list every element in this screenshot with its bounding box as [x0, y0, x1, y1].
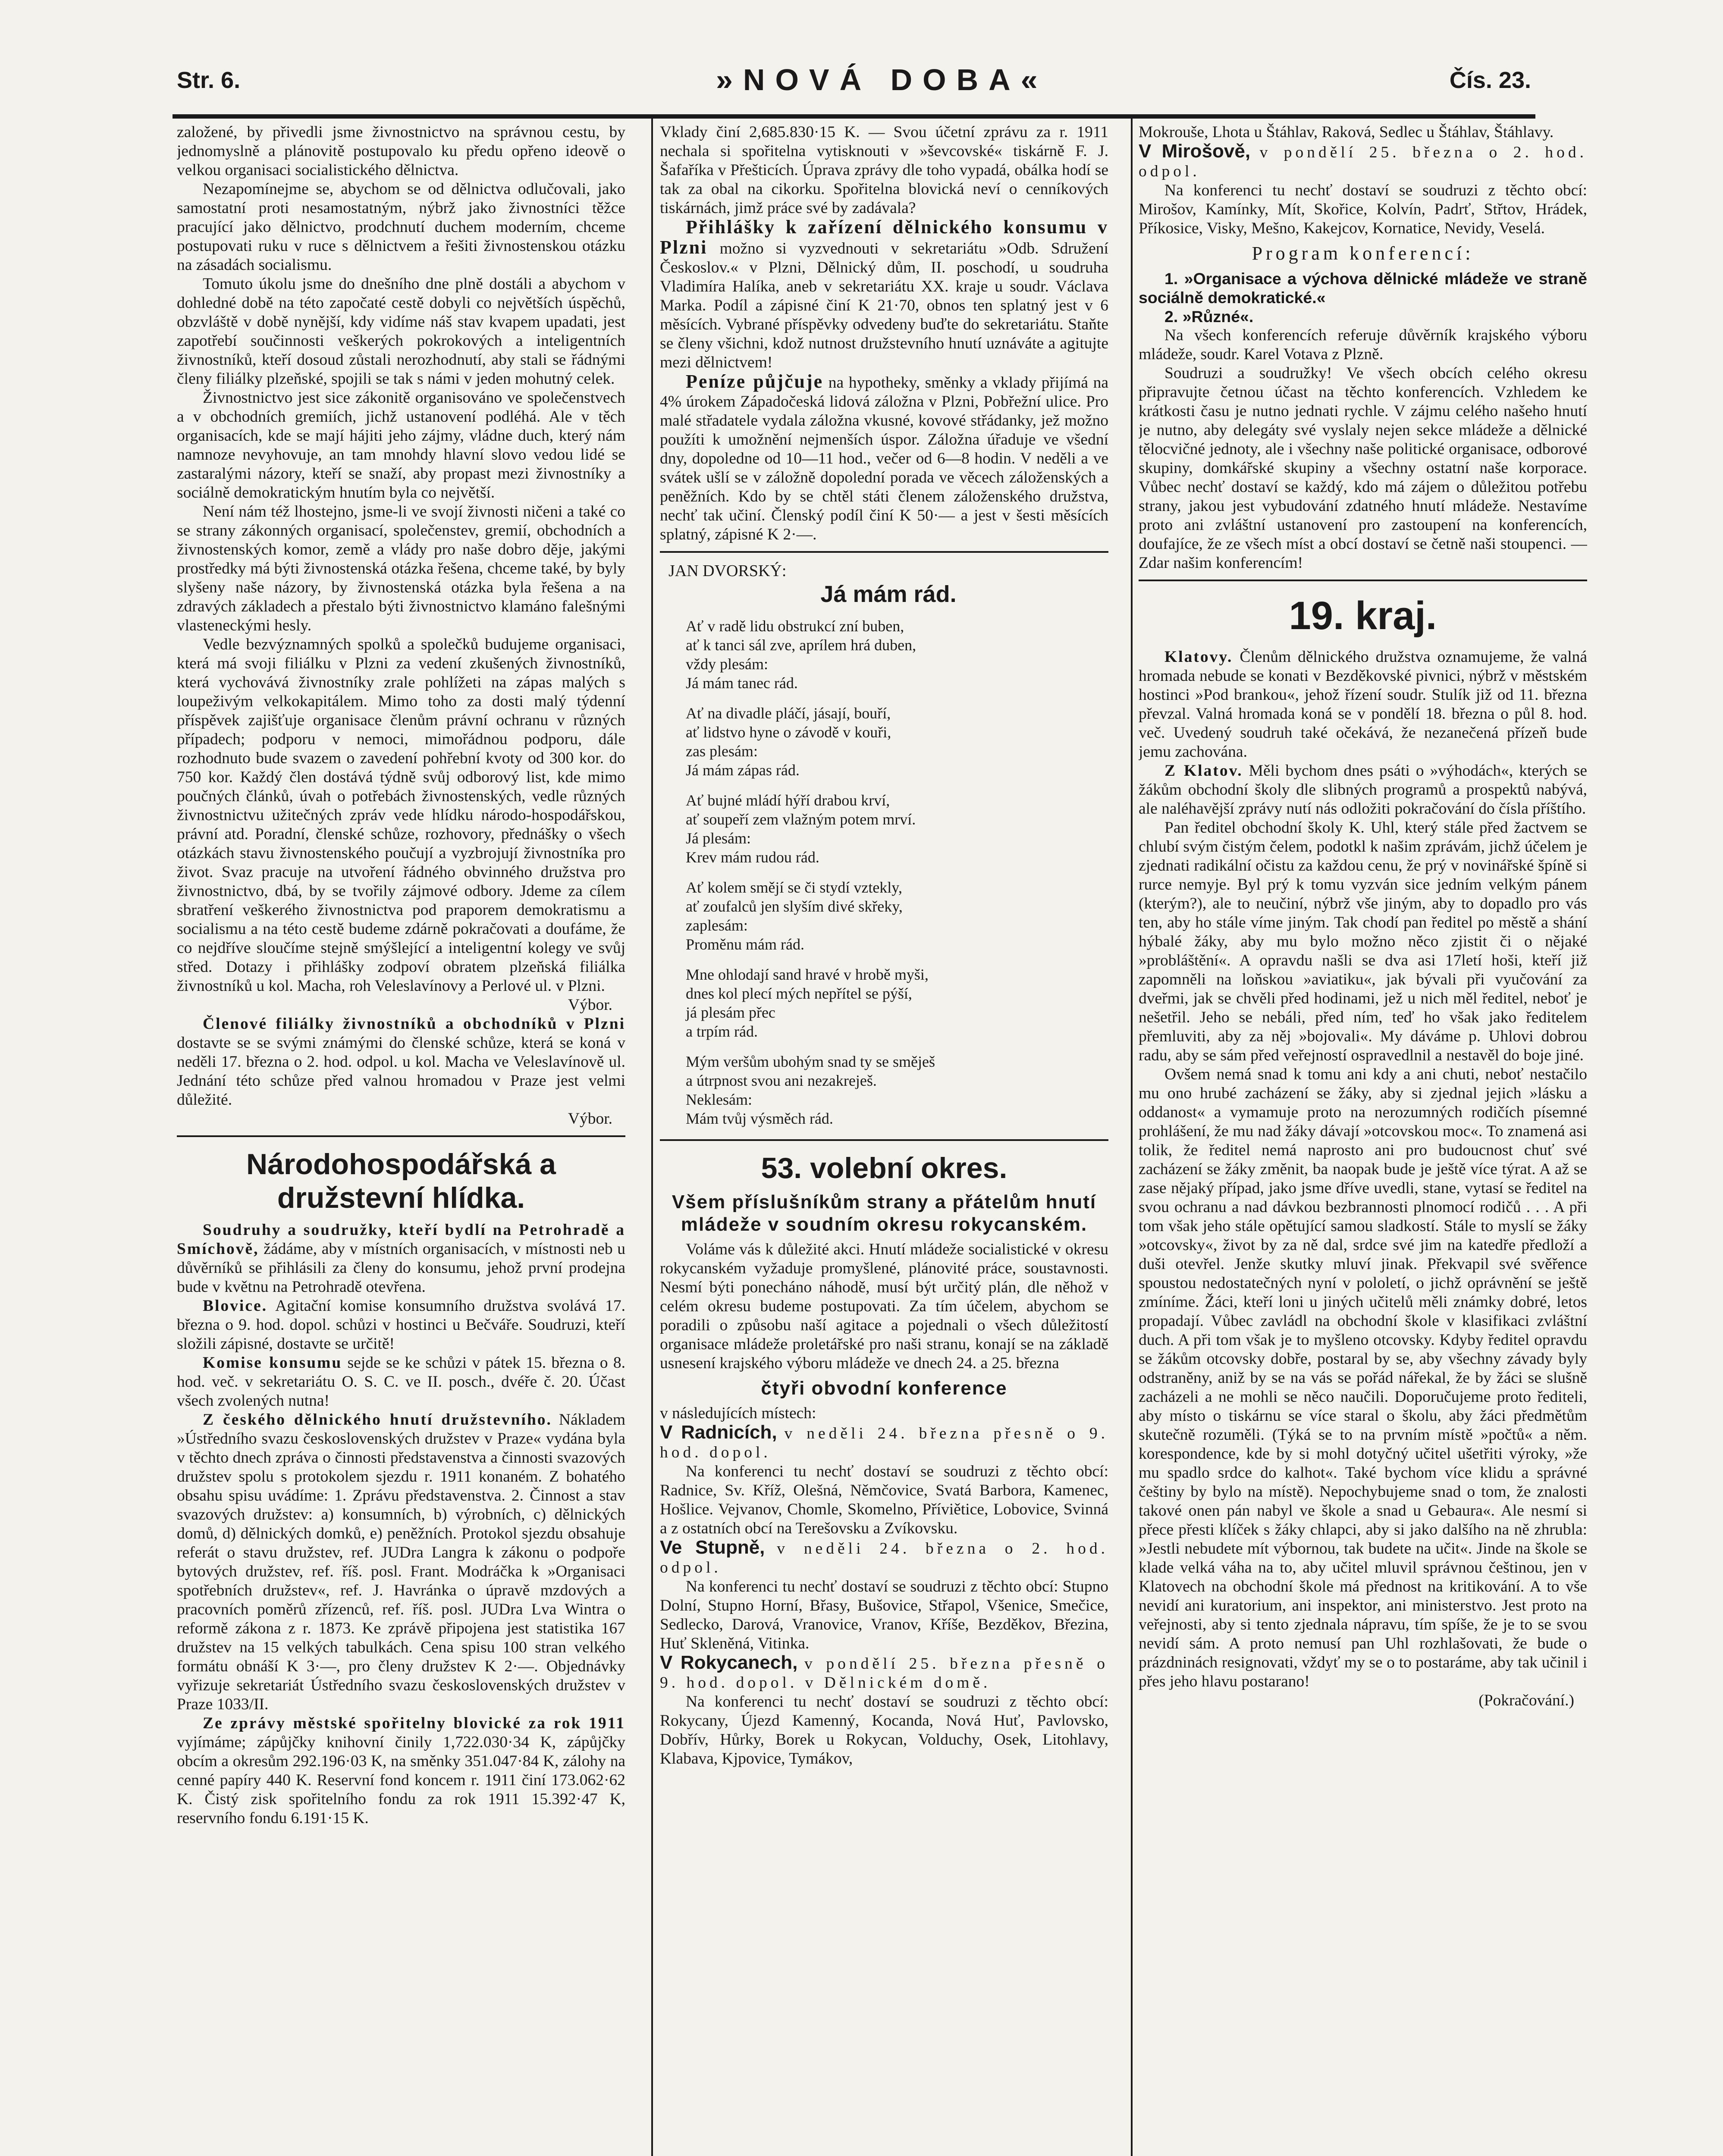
paragraph-text: Měli bychom dnes psáti o »výhodách«, kterých se žákům obchodní školy dle slibných programů a prospektů nabývá, ale naléhavější zprávy nutí nás odložiti pokračování do čísla příštího. [1139, 762, 1587, 818]
place-heading [1139, 142, 1587, 181]
place-name: V Radnicích, [660, 1422, 777, 1443]
col3-paragraph [1139, 761, 1587, 818]
col1-paragraph: Vedle bezvýznamných spolků a společků budujeme organisaci, která má svoji filiálku v Plzni za vedení zkušených živnostníků, která vychovává živnostníky zrale pohlížeti na zápas malých s loupeživým velkokapitálem. Mimo toho za dosti malý týdenní příspěvek zajišťuje organisace členům právní ochranu v různých případech; podporu v nemoci, mimořádnou podporu, dále rozhodnuto bude svazem o zavedení pohřební kvoty od 300 kor. do 750 kor. Každý člen dostává týdně svůj odborový list, kde mimo poučných článků, úvah o potřebách živnostenských, vedle různých živnostnictvu užitečných zpráv vede hlídku národo-hospodářskou, právní atd. Poradní, členské schůze, rozhovory, přednášky o všech otázkách stavu živnostenského poučují a vyzbrojují živnostníka pro život. Svaz pracuje na utvoření řádného obvinného družstva pro živnostnictvo, dbá, by se tvořily zájmové odbory. Jdeme za cílem sbratření veškerého živnostnictva pod praporem demokratismu a socialismu a na této cestě budeme zdárně pokračovati a doufáme, že co nejdříve sloučíme stejně smýšlející a inteligentní kolegy ve svůj střed. Dotazy i přihlášky zodpoví obratem plzeňská filiálka živnostníků u kol. Macha, roh Veleslavínovy a Perlové ul. v Plzni. [177, 636, 625, 995]
continuation-note: (Pokračování.) [1478, 1692, 1574, 1709]
paragraph-text: Agitační komise konsumního družstva svolává 17. března o 9. hod. dopol. schůzi v hostinci u Bečváře. Soudruzi, kteří složili zápisné, dostavte se určitě! [177, 1297, 625, 1353]
lead-in: Soudruhy a soudružky, kteří bydlí na Petrohradě a Smíchově, [177, 1221, 625, 1258]
header-rule [173, 114, 1535, 119]
conference-title: čtyři obvodní konference [761, 1378, 1007, 1399]
col1-paragraph [177, 1714, 625, 1828]
place-name: Ve Stupně, [660, 1537, 765, 1558]
place-date: v neděli 24. března o 2. hod. odpol. [660, 1540, 1108, 1576]
col2-paragraph: Voláme vás k důležité akci. Hnutí mládeže socialistické v okresu rokycanském vyžaduje promyšlené, plánovité práce, soustavnosti. Nesmí býti ponecháno náhodě, musí být určitý plán, dle něhož v celém okresu budeme postupovati. Za tím účelem, abychom se poradili o způsobu naší agitace a pojednali o všech důležitostí organisace mládeže proletářské pro naši stranu, konají se na základě usnesení krajského výboru mládeže ve dnech 24. a 25. března [660, 1241, 1108, 1372]
page-number: Str. 6. [177, 67, 241, 93]
column-2 [660, 123, 1108, 2156]
place-heading [660, 1653, 1108, 1692]
col3-paragraph: Ovšem nemá snad k tomu ani kdy a ani chuti, neboť nestačilo mu ono hrubé zacházení se žáky, aby si zjednal jejich »lásku a oddanost« a vymamuje proto na nerozumných rodičích písemné prohlášení, že mu nad žáky dávají »otcovskou moc«. To znamená asi tolik, že ředitel nemá naprosto ani pro budoucnost chuť své zacházení se žáky změnit, ba naopak bude je ještě více týrat. A až se zase nějaký případ, jako jsme dříve uvedli, stane, vytasí se ředitel na svou ochranu a nad dávkou bezbrannosti plnomocí rodičů . . . A při tom však jeho stále opětující samou sladkostí. Stále to myslí se žáky »otcovsky«, život by za ně dal, srdce své jim na katedře předloží a duši otevřel. Jenže skutky mluví jinak. Překvapil své svěřence spoustou nedostatečných nyní v pololetí, o jichž oprávnění se ještě zmíníme. Žáci, kteří loni u jiných učitelů měli známky dobré, letos propadají. Vůbec zavládl na obchodní škole v klasifikaci zvláštní duch. A při tom však je to myšleno otcovsky. Kdyby ředitel opravdu se žákům otcovsky dobře, postaral by se, aby všechny závady byly odstraněny, aniž by se na vás se pořád nářekal, že by žáci se slušně zacházeli a ne mohli se něco naučili. Doporučujeme proto řediteli, aby místo o tiskárnu se více staral o školu, aby žáci předmětům skutečně rozuměli. (Týká se to na prvním místě »počtů« a něm. korespondence, kde by si mohl dotyčný učitel ušetřiti výroky, »že mu spadlo srdce do kalhot«. Také bychom více klidu a správné češtiny by bylo na místě). Nepochybujeme snad o tom, že znalosti takové onen pán nabyl ve škole a snad u Gebaura«. Ale nesmí si přece přesti klíček s žáky chlapci, aby si jako dalšího na ně zhrubla: »Jestli nebudete mít výbornou, tak budete na učit«. Jinde na škole se klade velká váha na to, aby učitel mluvil správnou češtinou, jen v Klatovech na obchodní škole má přednost na kritikování. A to vše nevidí ani kuratorium, ani inspektor, ani ministerstvo. Jest proto na veřejnosti, aby si tento zjednala nápravu, tím spíše, že je to se svou nevidí sám. A proto nemusí pan Uhl rozhlašovati, že bude o prázdninách resignovati, vždyť my se o to postaráme, aby tak učinil i přes jeho hlavu postarano! [1139, 1065, 1587, 1690]
poem-stanza: Ať kolem smějí se či stydí vztekly, ať zoufalců jen slyším divé skřeky, zaplesám: Proměnu mám rád. [686, 879, 903, 953]
column-3 [1139, 123, 1587, 2156]
poem-author: JAN DVORSKÝ: [668, 562, 787, 580]
col1-paragraph [177, 1410, 625, 1714]
divider [177, 1135, 625, 1137]
program-title: Program konferencí: [1252, 243, 1474, 264]
col1-paragraph [177, 1354, 625, 1410]
paragraph-text: Členům dělnického družstva oznamujeme, že valná hromada nebude se konati v Bezděkovské pivnici, nýbrž v městském hostinci »Pod brankou«, jehož řízení soudr. Stulík již od 11. března převzal. Valná hromada koná se v pondělí 18. března o půl 8. hod. več. Uvedený soudruh také očekává, že nezanečená přízeň bude jemu zachována. [1139, 648, 1587, 761]
divider [660, 551, 1108, 553]
col2-paragraph: Na konferenci tu nechť dostaví se soudruzi z těchto obcí: Radnice, Sv. Kříž, Olešná, Němčovice, Svatá Barbora, Kamenec, Hošlice. Vejvanov, Chomle, Skomelno, Příviětice, Lobovice, Svinná a z ostatních obcí na Terešovsku a Zvíkovsku. [660, 1463, 1108, 1537]
section-title: 53. volební okres. [761, 1152, 1007, 1185]
poem [660, 561, 1108, 1128]
col1-paragraph [177, 1015, 625, 1109]
col2-paragraph: Na konferenci tu nechť dostaví se soudruzi z těchto obcí: Stupno Dolní, Stupno Horní, Břasy, Bušovice, Střapol, Všenice, Smečice, Sedlecko, Darová, Vranovice, Vranov, Kříše, Bezděkov, Březina, Huť Skleněná, Vitinka. [660, 1578, 1108, 1652]
section-subtitle: Všem příslušníkům strany a přátelům hnutí mládeže v soudním okresu rokycanském. [672, 1191, 1097, 1235]
lead-in: Peníze půjčuje [686, 371, 824, 392]
column-1 [177, 123, 625, 2156]
place-heading [660, 1423, 1108, 1462]
col2-paragraph: Na konferenci tu nechť dostaví se soudruzi z těchto obcí: Rokycany, Újezd Kamenný, Kocanda, Nová Huť, Pavlovsko, Dobřív, Hůrky, Borek u Rokycan, Volduchy, Osek, Litohlavy, Klabava, Kjpovice, Tymákov, [660, 1693, 1108, 1767]
col1-paragraph: založené, by přivedli jsme živnostnictvo na správnou cestu, by jednomyslně a plánovitě postupovalo ku předu opřeno ideově o velkou organisaci socialistického dělnictva. [177, 123, 625, 179]
lead-in: Přihlášky k zařízení dělnického konsumu v Plzni [660, 216, 1108, 258]
place-heading [660, 1538, 1108, 1577]
column-rule-2 [1131, 116, 1133, 2156]
col1-paragraph: Nezapomínejme se, abychom se od dělnictva odlučovali, jako samostatní proti nesamostatným, nýbrž jako živnostníci těžce pracující jako dělnictvo, prodchnutí duchem moderním, chceme postupovati ruku v ruce s dělnictvem a řešiti živnostenskou otázku na zásadách socialismu. [177, 180, 625, 274]
lead-in: Klatovy. [1164, 648, 1233, 666]
col2-paragraph: v následujících místech: [660, 1404, 816, 1422]
col2-paragraph: Vklady činí 2,685.830·15 K. — Svou účetní zprávu za r. 1911 nechala si spořitelna vytisknouti v »ševcovské« tiskárně F. J. Šafaříka v Přešticích. Úprava zprávy dle toho vypadá, obálka hodí se tak za obal na cikorku. Spořitelna blovická neví o cenníkových tiskárnách, jimž práce své by zadávala? [660, 123, 1108, 217]
paragraph-text: žádáme, aby v místních organisacích, v místnosti neb u důvěrníků se přihlásili za členy do konsumu, jehož první prodejna bude v květnu na Petrohradě otevřena. [177, 1240, 625, 1296]
col3-paragraph: Pan ředitel obchodní školy K. Uhl, který stále před žactvem se chlubí svým čistým čelem, podotkl k našim zprávám, jichž účelem je zjednati radikální očistu za každou cenu, že prý v novinářské špíně si rurce nemyje. Byl prý k tomu vyzván sice jedním velkým pánem (kterým?), ale to neučiní, nýbrž vše jiným, aby to dopadlo pro vás ten, aby ho stále víme jiným. Tak chodí pan ředitel po městě a shání hýbalé žáky, aby mu bylo možno něco zjistit či o nějaké »probláštění«. A opravdu našli se dva asi 17letí hoši, kteří již zapomněli na loňskou »aviatiku«, jak bývali při vyučování za dveřmi, jak se chvěli před hodinami, jež u nich měl ředitel, neboť je nešetřil. Jeho se nebáli, před ním, teď ho však jako ředitelem přemluviti, aby za něj »bojovali«. My dáváme p. Uhlovi dobrou radu, aby se sám před veřejností ospravedlnil a nestavěl do boje jiné. [1139, 819, 1587, 1064]
place-date: v neděli 24. března přesně o 9. hod. dopol. [660, 1425, 1108, 1461]
col3-paragraph: Mokrouše, Lhota u Štáhlav, Raková, Sedlec u Štáhlav, Štáhlavy. [1139, 123, 1554, 141]
newspaper-title: »NOVÁ DOBA« [716, 63, 1048, 97]
place-name: V Rokycanech, [660, 1652, 798, 1673]
lead-in: Blovice. [203, 1297, 268, 1315]
divider [660, 1139, 1108, 1141]
col3-paragraph: Na všech konferencích referuje důvěrník krajského výboru mládeže, soudr. Karel Votava z Plzně. [1139, 326, 1587, 363]
col1-paragraph [177, 1221, 625, 1297]
signature: Výbor. [568, 1110, 612, 1128]
lead-in: Členové filiálky živnostníků a obchodníků v Plzni [203, 1015, 625, 1033]
page-header [177, 52, 1531, 99]
col3-paragraph: Na konferenci tu nechť dostaví se soudruzi z těchto obcí: Mirošov, Kamínky, Mít, Skořice, Kolvín, Padrť, Střtov, Hrádek, Příkosice, Visky, Mešno, Kakejcov, Kornatice, Nevidy, Veselá. [1139, 182, 1587, 237]
program-item: 2. »Různé«. [1164, 307, 1254, 326]
col2-paragraph [660, 218, 1108, 372]
paragraph-text: vyjímáme; zápůjčky knihovní činily 1,722.030·34 K, zápůjčky obcím a okresům 292.196·03 K, na směnky 351.047·84 K, zálohy na cenné papíry 440 K. Reservní fond koncem r. 1911 činí 173.062·62 K. Čistý zisk spořitelního fondu za rok 1911 15.392·47 K, reservního fondu 6.191·15 K. [177, 1733, 625, 1827]
poem-stanza: Ať na divadle pláčí, jásají, bouří, ať lidstvo hyne o závodě v kouři, zas plesám: Já mám zápas rád. [686, 705, 891, 779]
poem-stanza: Mne ohlodají sand hravé v hrobě myši, dnes kol plecí mých nepřítel se pýší, já plesám přec a trpím rád. [686, 966, 929, 1040]
col1-paragraph [177, 1297, 625, 1354]
divider [1139, 580, 1587, 581]
paragraph-text: Nákladem »Ústředního svazu československých družstev v Praze« vydána byla v těchto dnech zpráva o činnosti představenstva a činnosti svazových družstev spolu s protokolem sjezdu r. 1911 konaném. Z bohatého obsahu spisu uvádíme: 1. Zprávu představenstva. 2. Činnost a stav svazových družstev: a) konsumních, b) výrobních, c) dělnických domů, d) dělnických domků, e) peněžních. Protokol sjezdu obsahuje referát o stavu družstev, ref. JUDra Langra k zákonu o podpoře bytových družstev, ref. říš. posl. Frant. Modráčka k »Organisaci spotřebních družstev«, ref. J. Havránka o úpravě mzdových a pracovních poměrů zřízenců, ref. říš. posl. JUDra Lva Wintra o reformě zákona z r. 1873. Ke zprávě připojena jest statistika 167 družstev na 15 velkých tabulkách. Cena spisu 100 stran velkého formátu obnáší K 3·—, pro členy družstev K 2·—. Objednávky vyřizuje sekretariát Ústředního svazu československých družstev v Praze 1033/II. [177, 1411, 625, 1713]
signature: Výbor. [568, 996, 612, 1014]
col1-paragraph: Tomuto úkolu jsme do dnešního dne plně dostáli a abychom v dohledné době na této započaté cestě dobyli co největších úspěchů, obzvláště v době nynější, kdy vidíme náš stav kvapem upadati, jest zapotřebí součinnosti veškerých pokrokových a inteligentních živnostníků, kteří dosoud zůstali nerozhodnutí, aby stali se řádnými členy filiálky plzeňské, spojili se tak s námi v jeden mohutný celek. [177, 275, 625, 388]
lead-in: Z českého dělnického hnutí družstevního. [203, 1411, 552, 1429]
col1-paragraph: Živnostnictvo jest sice zákonitě organisováno ve společenstvech a v obchodních gremiích, jichž ustanovení podléhá. Ale v těch organisacích, kde se mají hájiti jeho zájmy, vládne duch, který nám namnoze nevyhovuje, an tam mnohdy hlavní slovo vedou lidé se zastaralými názory, kteří se snaží, aby propast mezi živnostníky a sociálně demokratickým hnutím byla co největší. [177, 389, 625, 501]
section-title: Národohospodářská a družstevní hlídka. [246, 1148, 556, 1214]
lead-in: Komise konsumu [203, 1354, 342, 1372]
paragraph-text: dostavte se se svými známými do členské schůze, která se koná v neděli 17. března o 2. hod. odpol. u kol. Macha ve Veleslavínově ul. Jednání této schůze před valnou hromadou v Praze jest velmi důležité. [177, 1034, 625, 1109]
lead-in: Ze zprávy městské spořitelny blovické za rok 1911 [203, 1714, 625, 1732]
col2-paragraph [660, 372, 1108, 544]
place-date: v pondělí 25. března přesně o 9. hod. dopol. v Dělnickém domě. [660, 1655, 1108, 1692]
section-title: 19. kraj. [1289, 594, 1437, 638]
col3-paragraph: Soudruzi a soudružky! Ve všech obcích celého okresu připravujte četnou účast na těchto konferencích. Vzhledem ke krátkosti času je nutno jednati rychle. V zájmu celého našeho hnutí je nutno, aby delegáty své vyslaly nejen sekce mládeže a dělnické tělocvičné jednoty, ale i všechny naše politické organisace, odborové skupiny, domkářské skupiny a všechny ostatní naše korporace. Vůbec nechť dostaví se každý, kdo má zájem o důležitou potřebu strany, jakou jest vybudování zdatného hnutí mládeže. Nestavíme proto ani zvláštní ustanovení pro zastoupení na konferencích, doufajíce, že ze všech míst a obcí dostaví se četně naši stoupenci. — Zdar našim konferencím! [1139, 364, 1587, 572]
column-rule-1 [651, 116, 653, 2156]
paragraph-text: na hypotheky, směnky a vklady přijímá na 4% úrokem Západočeská lidová záložna v Plzni, Pobřežní ulice. Pro malé střadatele vydala záložna vkusné, kovové střádanky, jež možno použíti k umožnění nejmenších úspor. Záložna úřaduje ve všední dny, dopoledne od 10—11 hod., večer od 6—8 hodin. V neděli a ve svátek ušlí se v záložně dopolední porada ve věcech záloženských a peněžních. Kdo by se chtěl státi členem záloženského družstva, nechť tak učiní. Členský podíl činí K 50·— a jest v šesti měsících splatný, zápisné K 2·—. [660, 374, 1108, 543]
poem-stanza: Ať v radě lidu obstrukcí zní buben, ať k tanci sál zve, aprílem hrá duben, vždy plesám: Já mám tanec rád. [686, 617, 916, 692]
col1-paragraph: Není nám též lhostejno, jsme-li ve svojí živnosti ničeni a také co se strany zákonných organisací, společenstev, gremií, obchodních a živnostenských komor, země a vlády pro naše dobro děje, jakými prostředky má býti živnostenská otázka řešena, chceme také, by byly slyšeny naše názory, by živnostenská otázka byla řešena a na zdravých základech a přestalo býti živnostnictvo klamáno falešnými vlasteneckými hesly. [177, 503, 625, 634]
paragraph-text: možno si vyzvednouti v sekretariátu »Odb. Sdružení Českoslov.« v Plzni, Dělnický dům, II. poschodí, u soudruha Vladimíra Halíka, aneb v sekretariátu XX. kraje u soudr. Václava Marka. Podíl a zápisné činí K 21·70, obnos ten splatný jest v 6 měsících. Vybrané příspěvky odvedeny buďte do sekretariátu. Staňte se členy všichni, kdož nutnost družstevního hnutí uznáváte a agitujte mezi dělnictvem! [660, 240, 1108, 371]
poem-title: Já mám rád. [820, 581, 957, 607]
lead-in: Z Klatov. [1164, 762, 1243, 780]
place-date: v pondělí 25. března o 2. hod. odpol. [1139, 144, 1587, 180]
paragraph-text: sejde se ke schůzi v pátek 15. března o 8. hod. več. v sekretariátu O. S. C. ve II. posch., dvéře č. 20. Účast všech zvolených nutna! [177, 1354, 625, 1410]
poem-stanza: Ať bujné mládí hýří drabou krví, ať soupeří zem vlažným potem mrví. Já plesám: Krev mám rudou rád. [686, 792, 916, 866]
issue-number: Čís. 23. [1449, 67, 1531, 93]
col3-paragraph [1139, 648, 1587, 761]
program-item: 1. »Organisace a výchova dělnické mládeže ve straně sociálně demokratické.« [1139, 270, 1587, 307]
poem-stanza: Mým veršům ubohým snad ty se směješ a útrpnost svou ani nezakreješ. Neklesám: Mám tvůj výsměch rád. [686, 1053, 935, 1127]
place-name: V Mirošově, [1139, 141, 1251, 162]
